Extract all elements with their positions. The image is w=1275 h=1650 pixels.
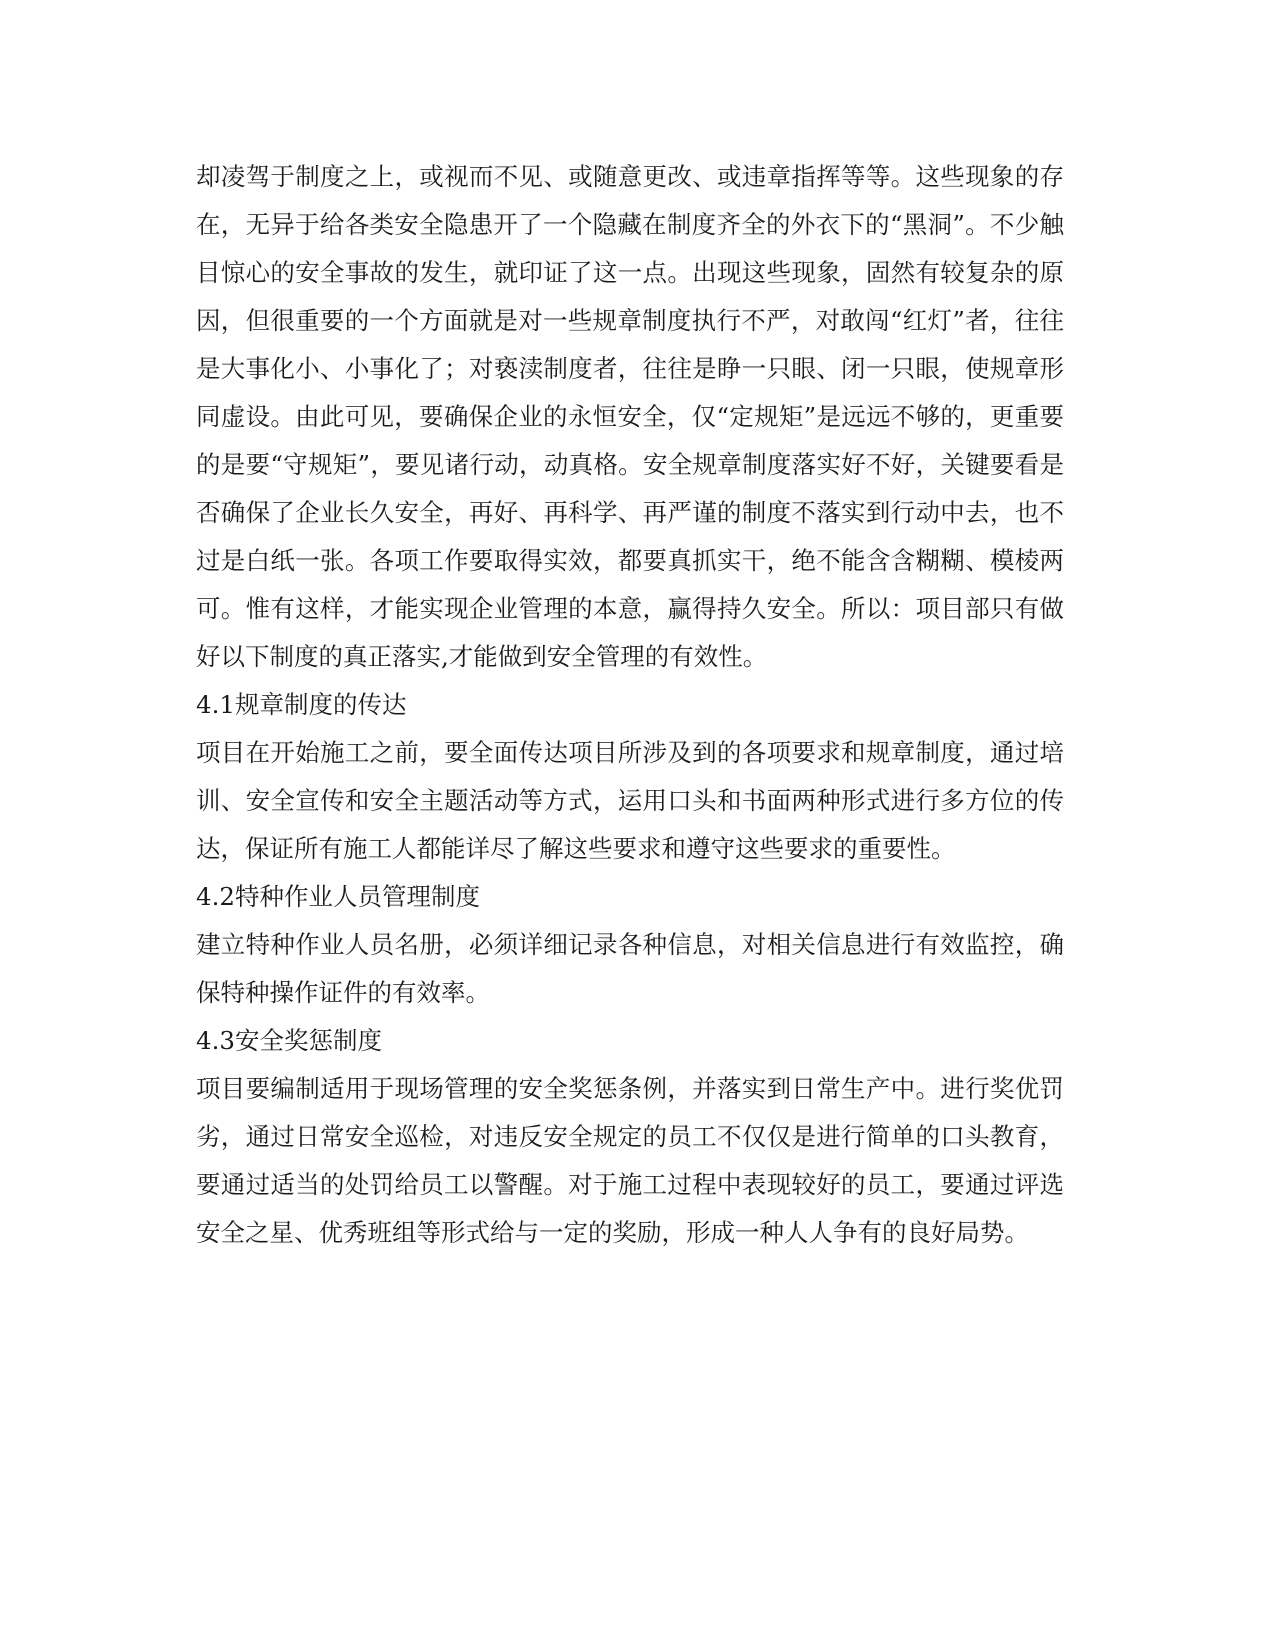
section-heading-4-1: 4.1规章制度的传达 xyxy=(196,690,407,719)
paragraph-intro: 却凌驾于制度之上，或视而不见、或随意更改、或违章指挥等等。这些现象的存在，无异于给各类安全隐患开了一个隐藏在制度齐全的外衣下的“黑洞”。不少触目惊心的安全事故的发生，就印证了这一点。出现这些现象，固然有较复杂的原因，但很重要的一个方面就是对一些规章制度执行不严，对敢闯“红灯”者，往往是大事化小、小事化了；对亵渎制度者，往往是睁一只眼、闭一只眼，使规章形同虚设。由此可见，要确保企业的永恒安全，仅“定规矩”是远远不够的，更重要的是要“守规矩”，要见诸行动，动真格。安全规章制度落实好不好，关键要看是否确保了企业长久安全，再好、再科学、再严谨的制度不落实到行动中去，也不过是白纸一张。各项工作要取得实效，都要真抓实干，绝不能含含糊糊、模棱两可。惟有这样，才能实现企业管理的本意，赢得持久安全。所以：项目部只有做好以下制度的真正落实,才能做到安全管理的有效性。 xyxy=(196,162,1064,671)
section-heading-4-2: 4.2特种作业人员管理制度 xyxy=(196,882,480,911)
document-body xyxy=(196,153,1064,1257)
paragraph-4-3: 项目要编制适用于现场管理的安全奖惩条例，并落实到日常生产中。进行奖优罚劣，通过日常安全巡检，对违反安全规定的员工不仅仅是进行简单的口头教育，要通过适当的处罚给员工以警醒。对于施工过程中表现较好的员工，要通过评选安全之星、优秀班组等形式给与一定的奖励，形成一种人人争有的良好局势。 xyxy=(196,1074,1064,1247)
section-heading-4-3: 4.3安全奖惩制度 xyxy=(196,1026,382,1055)
paragraph-4-2: 建立特种作业人员名册，必须详细记录各种信息，对相关信息进行有效监控，确保特种操作证件的有效率。 xyxy=(196,930,1064,1007)
paragraph-4-1: 项目在开始施工之前，要全面传达项目所涉及到的各项要求和规章制度，通过培训、安全宣传和安全主题活动等方式，运用口头和书面两种形式进行多方位的传达，保证所有施工人都能详尽了解这些要求和遵守这些要求的重要性。 xyxy=(196,738,1064,863)
